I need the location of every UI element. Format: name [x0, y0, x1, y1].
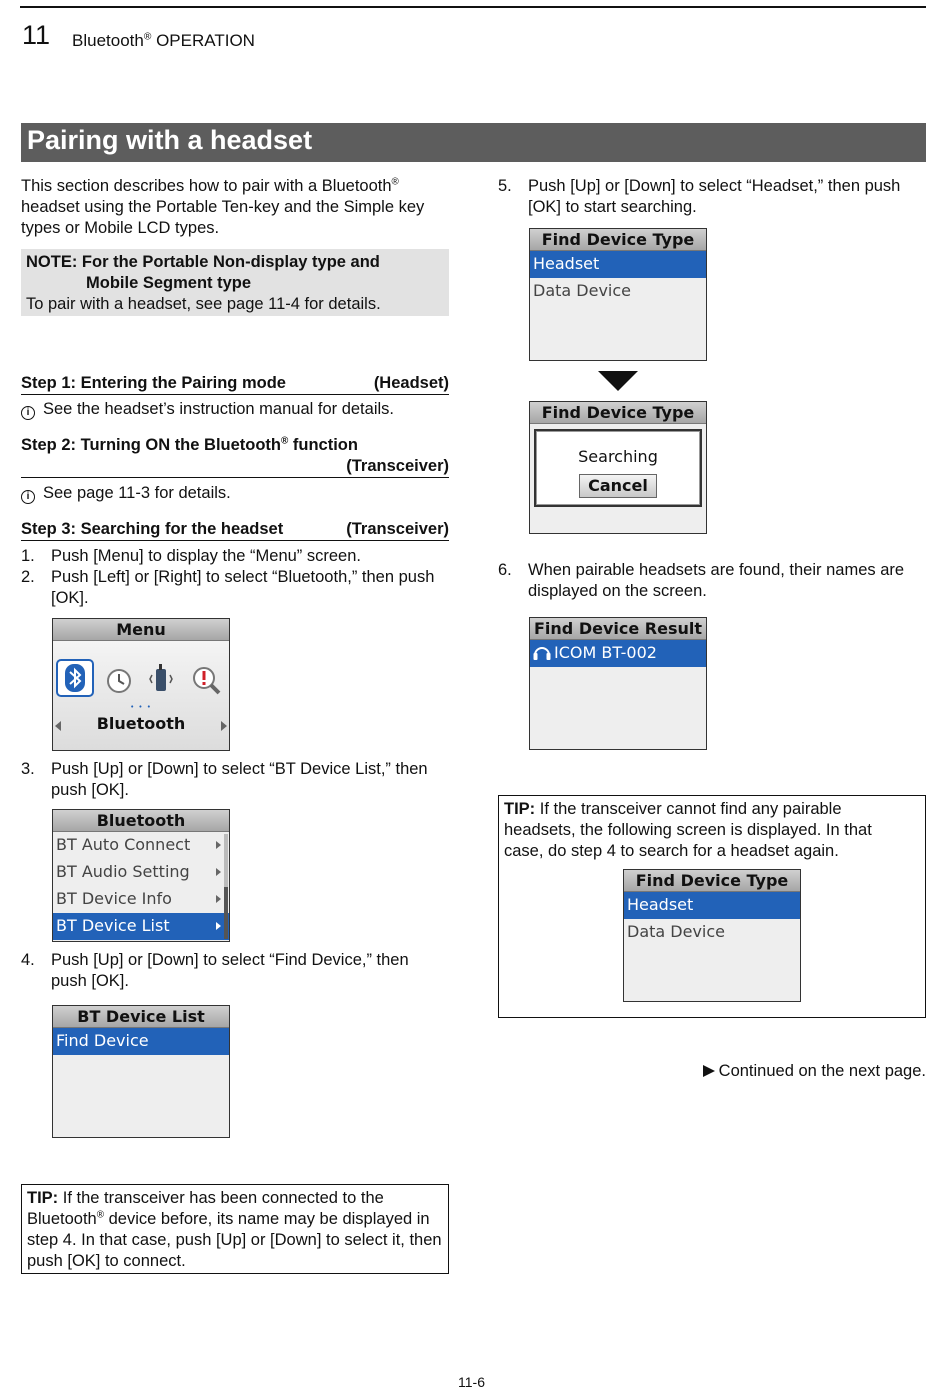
menu-item-data-device[interactable]: Data Device	[627, 922, 726, 941]
top-rule	[20, 6, 926, 8]
list-item: 5. Push [Up] or [Down] to select “Headset,” then push [OK] to start searching.	[498, 177, 901, 216]
searching-screen	[529, 401, 707, 534]
search-alert-icon[interactable]	[190, 665, 222, 701]
screen-title: Find Device Type	[530, 402, 706, 424]
find-device-result-screen	[529, 617, 707, 750]
screen-title: BT Device List	[53, 1006, 229, 1028]
find-device-type-screen	[529, 228, 707, 361]
list-item: 3. Push [Up] or [Down] to select “BT Device List,” then push [OK].	[21, 760, 428, 799]
arrow-down-icon	[598, 371, 638, 391]
menu-item-bt-auto-connect[interactable]: BT Auto Connect	[53, 832, 229, 859]
result-item[interactable]: ICOM BT-002	[530, 640, 706, 667]
chevron-right-icon	[216, 922, 221, 930]
page-number: 11-6	[458, 1374, 485, 1390]
list-item: 1. Push [Menu] to display the “Menu” screen.	[21, 547, 361, 565]
menu-screen	[52, 618, 230, 751]
screen-title: Find Device Result	[530, 618, 706, 640]
step2-heading: Step 2: Turning ON the Bluetooth® function (Transceiver)	[21, 435, 449, 478]
step3-heading: Step 3: Searching for the headset (Transceiver)	[21, 519, 449, 541]
menu-item-data-device[interactable]: Data Device	[533, 281, 632, 300]
screen-title: Find Device Type	[624, 870, 800, 892]
chevron-right-icon	[216, 868, 221, 876]
intro-paragraph: This section describes how to pair with a Bluetooth® headset using the Portable Ten-key and the Simple key types or Mobile LCD types.	[21, 176, 425, 237]
menu-item-headset[interactable]: Headset	[624, 892, 800, 919]
tip-box-connected: TIP: If the transceiver has been connected to the Bluetooth® device before, its name may be displayed in step 4. In that case, push [Up] or [Down] to select it, then push [OK] to connect.	[21, 1184, 449, 1274]
menu-item-bt-audio-setting[interactable]: BT Audio Setting	[53, 859, 229, 886]
chapter-title: Bluetooth® OPERATION	[72, 31, 255, 50]
arrow-right-icon	[703, 1065, 715, 1077]
cancel-button[interactable]: Cancel	[579, 474, 657, 498]
menu-item-bt-device-info[interactable]: BT Device Info	[53, 886, 229, 913]
searching-message: Searching	[578, 447, 658, 466]
step2-info: i See page 11-3 for details.	[21, 483, 231, 504]
list-item: 2. Push [Left] or [Right] to select “Bluetooth,” then push [OK].	[21, 568, 435, 607]
info-icon: i	[21, 490, 35, 504]
bluetooth-screen	[52, 809, 230, 942]
menu-item-bt-device-list[interactable]: BT Device List	[53, 913, 229, 940]
chevron-right-icon	[216, 841, 221, 849]
continued-note: Continued on the next page.	[703, 1061, 926, 1082]
radio-vibrate-icon[interactable]	[147, 663, 175, 699]
menu-selected-label: Bluetooth	[96, 714, 186, 733]
bt-device-list-screen	[52, 1005, 230, 1138]
bluetooth-icon[interactable]	[56, 659, 94, 697]
clock-icon[interactable]	[105, 667, 133, 699]
chevron-right-icon	[216, 895, 221, 903]
tip-box-not-found: TIP: If the transceiver cannot find any pairable headsets, the following screen is displayed. In that case, do step 4 to search for a headset again.	[498, 795, 926, 1018]
screen-title: Bluetooth	[53, 810, 229, 832]
info-icon: i	[21, 406, 35, 420]
section-banner: Pairing with a headset	[21, 123, 926, 162]
screen-title: Menu	[53, 619, 229, 641]
note-box: NOTE: For the Portable Non-display type and Mobile Segment type To pair with a headset, see page 11-4 for details.	[21, 249, 449, 316]
tip-find-device-type-screen	[623, 869, 801, 1002]
headset-icon	[532, 643, 552, 669]
step1-info: i See the headset’s instruction manual for details.	[21, 399, 394, 420]
step1-heading: Step 1: Entering the Pairing mode (Headset)	[21, 373, 449, 395]
list-item: 4. Push [Up] or [Down] to select “Find Device,” then push [OK].	[21, 951, 409, 990]
list-item: 6. When pairable headsets are found, their names are displayed on the screen.	[498, 561, 905, 600]
menu-item-find-device[interactable]: Find Device	[53, 1028, 229, 1055]
menu-item-headset[interactable]: Headset	[530, 251, 706, 278]
page-dots: • • •	[130, 703, 152, 711]
scrollbar[interactable]	[224, 834, 228, 939]
screen-title: Find Device Type	[530, 229, 706, 251]
searching-dialog	[534, 429, 702, 507]
chapter-number: 11	[22, 20, 51, 50]
